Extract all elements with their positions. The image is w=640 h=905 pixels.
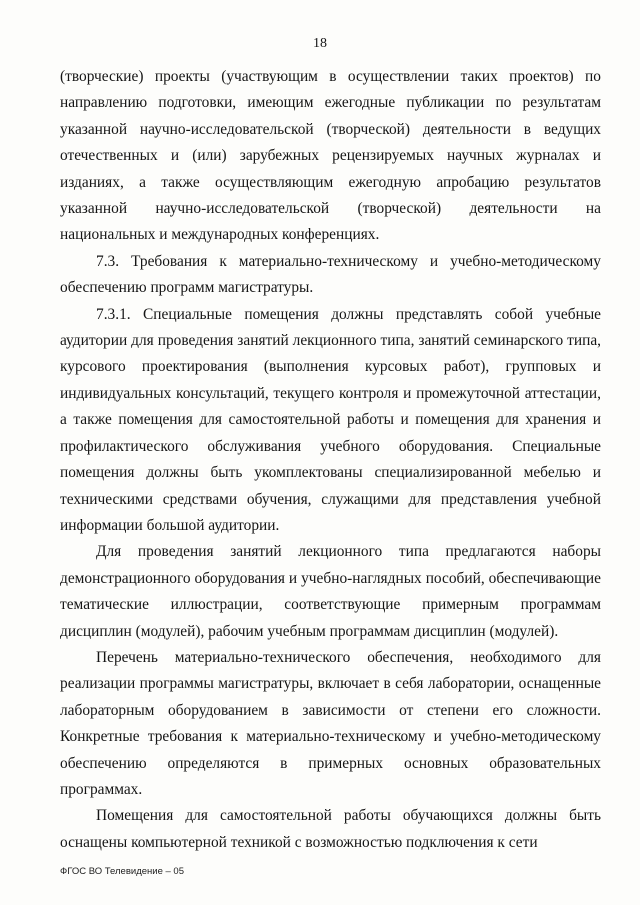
paragraph-2: 7.3. Требования к материально-техническому и учебно-методическому обеспечению программ магистратуры.	[60, 252, 601, 297]
page-number: 18	[313, 36, 327, 51]
paragraph-4: Для проведения занятий лекционного типа предлагаются наборы демонстрационного оборудования и учебно-наглядных пособий, обеспечивающие тематические иллюстрации, соответствующие примерным программам дисциплин (модулей), рабочим учебным программам дисциплин (модулей).	[60, 543, 601, 640]
footer-note: ФГОС ВО Телевидение – 05	[60, 866, 184, 877]
paragraph-5: Перечень материально-технического обеспечения, необходимого для реализации программы магистратуры, включает в себя лаборатории, оснащенные лабораторным оборудованием в зависимости от степени его сложности. Конкретные требования к материально-техническому и учебно-методическому обеспечению определяются в примерных основных образовательных программах.	[60, 648, 601, 798]
paragraph-1: (творческие) проекты (участвующим в осуществлении таких проектов) по направлению подготовки, имеющим ежегодные публикации по результатам указанной научно-исследовательской (творческой) деятельности в ведущих отечественных и (или) зарубежных рецензируемых научных журналах и изданиях, а также осуществляющим ежегодную апробацию результатов указанной научно-исследовательской (творческой) деятельности на национальных и международных конференциях.	[60, 68, 601, 244]
paragraph-6: Помещения для самостоятельной работы обучающихся должны быть оснащены компьютерной техникой с возможностью подключения к сети	[60, 807, 601, 851]
document-body	[60, 64, 601, 856]
paragraph-3: 7.3.1. Специальные помещения должны представлять собой учебные аудитории для проведения занятий лекционного типа, занятий семинарского типа, курсового проектирования (выполнения курсовых работ), групповых и индивидуальных консультаций, текущего контроля и промежуточной аттестации, а также помещения для самостоятельной работы и помещения для хранения и профилактического обслуживания учебного оборудования. Специальные помещения должны быть укомплектованы специализированной мебелью и техническими средствами обучения, служащими для представления учебной информации большой аудитории.	[60, 305, 601, 534]
